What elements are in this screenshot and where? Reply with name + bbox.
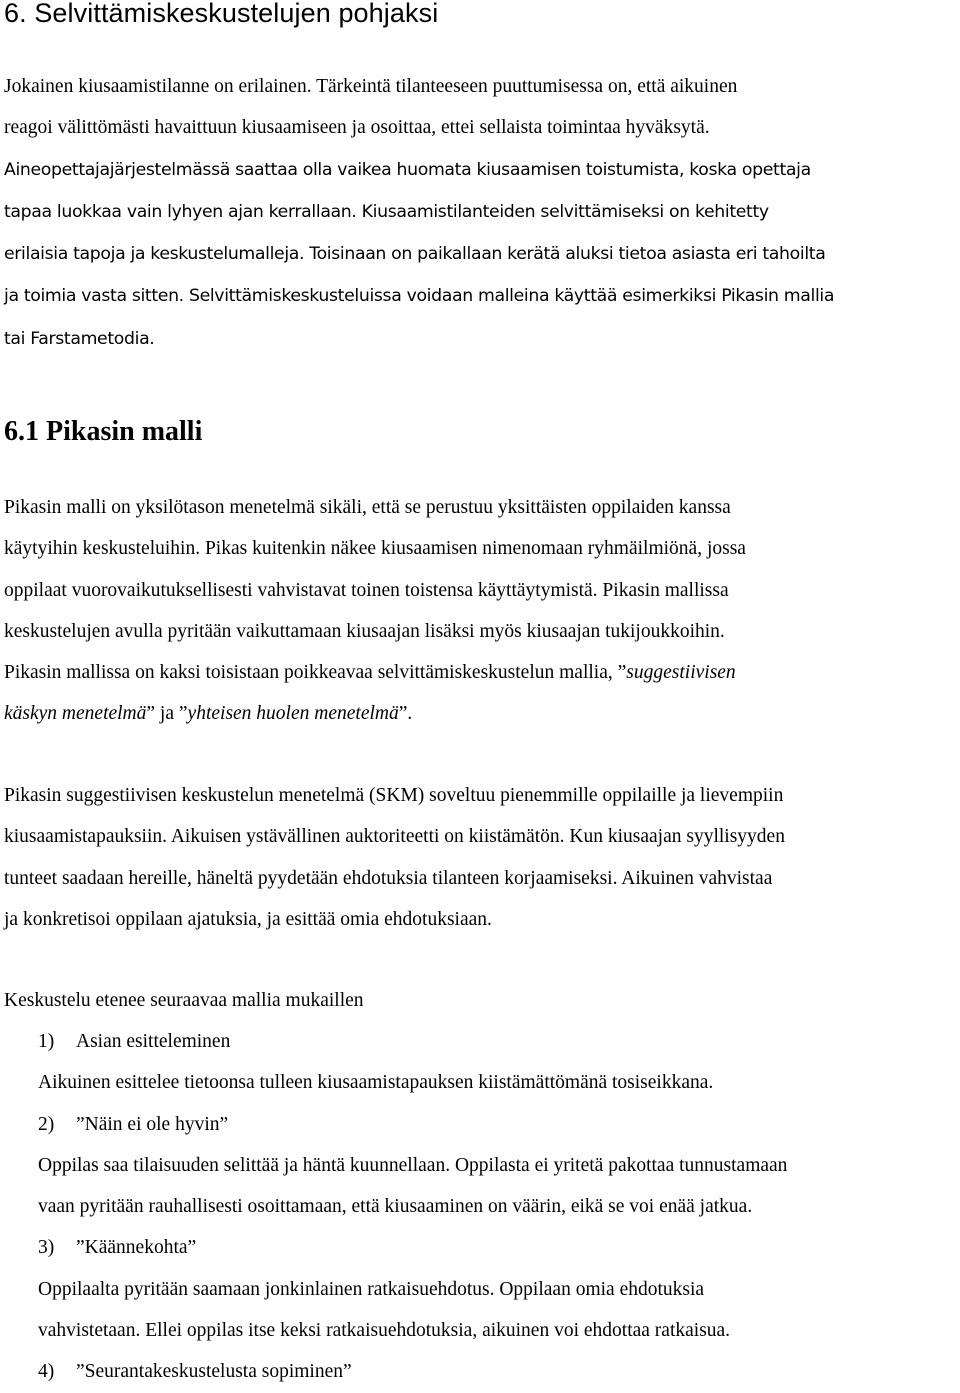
italic-term: käskyn menetelmä: [4, 703, 147, 725]
step-description: vaan pyritään rauhallisesti osoittamaan, että kiusaaminen on väärin, eikä se voi enää jatkua.: [38, 1196, 753, 1218]
text-line: Jokainen kiusaamistilanne on erilainen. Tärkeintä tilanteeseen puuttumisessa on, että aikuinen: [4, 76, 738, 97]
text-line: ja konkretisoi oppilaan ajatuksia, ja esittää omia ehdotuksiaan.: [4, 908, 492, 930]
pikas-paragraph: [4, 487, 959, 735]
step-title: ”Seurantakeskustelusta sopiminen”: [76, 1361, 352, 1383]
list-item: [38, 1351, 960, 1392]
step-number: 1): [38, 1031, 55, 1052]
list-item: [38, 1104, 960, 1145]
step-description: Oppilaalta pyritään saamaan jonkinlainen ratkaisuehdotus. Oppilaan omia ehdotuksia: [38, 1278, 705, 1300]
list-item: [38, 1021, 960, 1062]
text-line: reagoi välittömästi havaittuun kiusaamiseen ja osoittaa, ettei sellaista toimintaa hyväksytä.: [4, 117, 710, 139]
text-span: ” ja ”: [146, 703, 188, 725]
skm-paragraph: [4, 775, 959, 940]
step-title: ”Näin ei ole hyvin”: [76, 1113, 229, 1135]
text-line: tunteet saadaan hereille, häneltä pyydetään ehdotuksia tilanteen korjaamiseksi. Aikuinen vahvistaa: [4, 867, 773, 889]
text-line: [4, 693, 959, 734]
text-span: erilaisia tapoja ja keskustelumalleja. Toisinaan on paikallaan kerätä aluksi tietoa asiasta eri tahoilta: [4, 244, 826, 265]
text-span: tai Farstametodia.: [4, 328, 155, 349]
text-line: [4, 652, 959, 693]
section-heading: 6. Selvittämiskeskustelujen pohjaksi: [4, 0, 439, 28]
text-line: keskustelujen avulla pyritään vaikuttamaan kiusaajan lisäksi myös kiusaajan tukijoukkoihin.: [4, 620, 725, 642]
step-number: 4): [38, 1361, 55, 1383]
model-intro: [4, 980, 959, 1021]
text-span: Pikasin mallissa on kaksi toisistaan poikkeavaa selvittämiskeskustelun mallia, ”: [4, 662, 627, 684]
italic-term: suggestiivisen: [626, 662, 736, 684]
text-span: tapaa luokkaa vain lyhyen ajan kerrallaan. Kiusaamistilanteiden selvittämiseksi on kehitetty: [4, 201, 769, 222]
text-line: Pikasin malli on yksilötason menetelmä sikäli, että se perustuu yksittäisten oppilaiden kanssa: [4, 497, 731, 518]
text-line: kiusaamistapauksiin. Aikuisen ystävällinen auktoriteetti on kiistämätön. Kun kiusaajan syyllisyyden: [4, 826, 785, 848]
step-description: vahvistetaan. Ellei oppilas itse keksi ratkaisuehdotuksia, aikuinen voi ehdottaa ratkaisua.: [38, 1320, 731, 1342]
text-line: [4, 318, 959, 360]
italic-term: yhteisen huolen menetelmä: [187, 703, 399, 725]
text-span: ”.: [398, 703, 413, 725]
step-title: Asian esitteleminen: [76, 1031, 231, 1052]
text-line: Pikasin suggestiivisen keskustelun menetelmä (SKM) soveltuu pienemmille oppilaille ja lievempiin: [4, 785, 784, 806]
text-line: Keskustelu etenee seuraavaa mallia mukaillen: [4, 990, 364, 1011]
text-span: Aineopettajajärjestelmässä saattaa olla vaikea huomata kiusaamisen toistumista, koska opettaja: [4, 159, 811, 180]
step-number: 3): [38, 1237, 55, 1259]
text-line: käytyihin keskusteluihin. Pikas kuitenkin näkee kiusaamisen nimenomaan ryhmäilmiönä, jossa: [4, 538, 746, 560]
intro-paragraph: [4, 66, 959, 360]
text-line: [4, 233, 959, 275]
step-number: 2): [38, 1113, 55, 1135]
text-line: [4, 149, 959, 191]
list-item: [38, 1227, 960, 1268]
step-description: Oppilas saa tilaisuuden selittää ja häntä kuunnellaan. Oppilasta ei yritetä pakottaa tunnustamaan: [38, 1154, 788, 1176]
text-line: [4, 191, 959, 233]
subsection-heading: 6.1 Pikasin malli: [4, 416, 203, 447]
text-line: [4, 275, 959, 317]
step-description: Aikuinen esittelee tietoonsa tulleen kiusaamistapauksen kiistämättömänä tosiseikkana.: [38, 1072, 714, 1094]
step-list: [38, 1021, 960, 1393]
text-span: ja toimia vasta sitten. Selvittämiskeskusteluissa voidaan malleina käyttää esimerkiksi Pikasin mallia: [4, 286, 835, 307]
text-line: oppilaat vuorovaikutuksellisesti vahvistavat toinen toistensa käyttäytymistä. Pikasin mallissa: [4, 579, 729, 601]
step-title: ”Käännekohta”: [76, 1237, 197, 1259]
